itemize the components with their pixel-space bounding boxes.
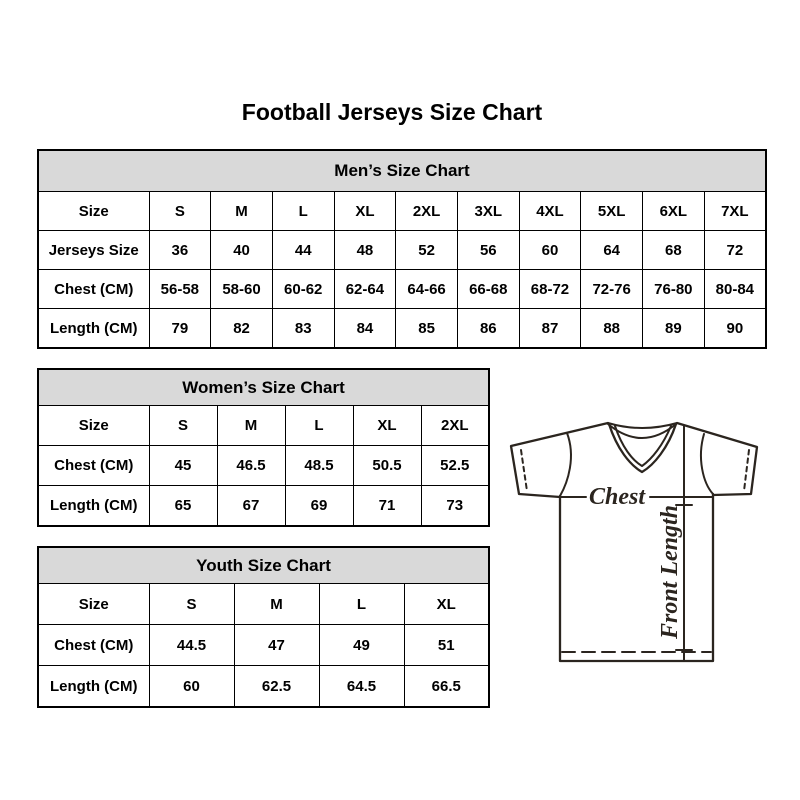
men-cell-r3-c8: 88 xyxy=(581,309,643,349)
men-cell-r1-c6: 56 xyxy=(457,231,519,270)
women-cell-r2-c1: 65 xyxy=(149,486,217,527)
men-cell-r3-c1: 79 xyxy=(149,309,211,349)
men-cell-r0-c3: L xyxy=(272,192,334,231)
men-row-2-label: Chest (CM) xyxy=(38,270,149,309)
men-cell-r0-c2: M xyxy=(211,192,273,231)
men-cell-r0-c1: S xyxy=(149,192,211,231)
youth-table-header-row xyxy=(38,547,489,584)
women-row-1-label: Chest (CM) xyxy=(38,446,149,486)
youth-row-0-label: Size xyxy=(38,584,149,625)
men-cell-r2-c6: 66-68 xyxy=(457,270,519,309)
women-row-1 xyxy=(38,446,489,486)
women-cell-r0-c3: L xyxy=(285,406,353,446)
front-length-label: Front Length xyxy=(657,504,683,640)
women-chart-title: Women’s Size Chart xyxy=(38,369,489,406)
women-cell-r1-c4: 50.5 xyxy=(353,446,421,486)
men-cell-r2-c7: 68-72 xyxy=(519,270,581,309)
men-table-header-row xyxy=(38,150,766,192)
women-row-2-label: Length (CM) xyxy=(38,486,149,527)
men-cell-r1-c3: 44 xyxy=(272,231,334,270)
youth-chart-title: Youth Size Chart xyxy=(38,547,489,584)
youth-cell-r2-c2: 62.5 xyxy=(234,666,319,708)
men-cell-r3-c5: 85 xyxy=(396,309,458,349)
men-cell-r1-c1: 36 xyxy=(149,231,211,270)
body-outline xyxy=(560,494,713,661)
youth-cell-r1-c3: 49 xyxy=(319,625,404,666)
youth-row-2-label: Length (CM) xyxy=(38,666,149,708)
youth-cell-r1-c1: 44.5 xyxy=(149,625,234,666)
right-armhole-seam xyxy=(701,434,713,494)
youth-row-0 xyxy=(38,584,489,625)
men-cell-r0-c9: 6XL xyxy=(643,192,705,231)
men-chart-title: Men’s Size Chart xyxy=(38,150,766,192)
women-cell-r1-c1: 45 xyxy=(149,446,217,486)
page-title: Football Jerseys Size Chart xyxy=(241,99,543,125)
right-cuff-dashed-line xyxy=(744,450,749,491)
men-cell-r2-c1: 56-58 xyxy=(149,270,211,309)
women-cell-r0-c1: S xyxy=(149,406,217,446)
men-cell-r0-c7: 4XL xyxy=(519,192,581,231)
men-row-3-label: Length (CM) xyxy=(38,309,149,349)
men-cell-r2-c5: 64-66 xyxy=(396,270,458,309)
youth-cell-r2-c4: 66.5 xyxy=(404,666,489,708)
youth-cell-r2-c1: 60 xyxy=(149,666,234,708)
men-cell-r1-c8: 64 xyxy=(581,231,643,270)
men-cell-r2-c9: 76-80 xyxy=(643,270,705,309)
chest-label: Chest xyxy=(588,484,646,510)
youth-row-1-label: Chest (CM) xyxy=(38,625,149,666)
men-cell-r1-c2: 40 xyxy=(211,231,273,270)
men-row-3 xyxy=(38,309,766,349)
women-cell-r2-c5: 73 xyxy=(421,486,489,527)
men-row-0-label: Size xyxy=(38,192,149,231)
men-cell-r1-c9: 68 xyxy=(643,231,705,270)
women-cell-r1-c5: 52.5 xyxy=(421,446,489,486)
youth-cell-r0-c1: S xyxy=(149,584,234,625)
youth-row-2 xyxy=(38,666,489,708)
mens-size-chart-table xyxy=(37,149,767,349)
men-cell-r3-c2: 82 xyxy=(211,309,273,349)
men-cell-r2-c8: 72-76 xyxy=(581,270,643,309)
women-row-2 xyxy=(38,486,489,527)
men-row-2 xyxy=(38,270,766,309)
youth-cell-r0-c4: XL xyxy=(404,584,489,625)
men-row-0 xyxy=(38,192,766,231)
men-cell-r0-c8: 5XL xyxy=(581,192,643,231)
youth-cell-r0-c3: L xyxy=(319,584,404,625)
men-cell-r0-c6: 3XL xyxy=(457,192,519,231)
men-cell-r1-c4: 48 xyxy=(334,231,396,270)
men-cell-r1-c10: 72 xyxy=(704,231,766,270)
men-cell-r1-c5: 52 xyxy=(396,231,458,270)
women-cell-r2-c3: 69 xyxy=(285,486,353,527)
youth-cell-r1-c4: 51 xyxy=(404,625,489,666)
women-cell-r0-c2: M xyxy=(217,406,285,446)
men-cell-r3-c7: 87 xyxy=(519,309,581,349)
women-row-0 xyxy=(38,406,489,446)
women-cell-r1-c3: 48.5 xyxy=(285,446,353,486)
men-cell-r1-c7: 60 xyxy=(519,231,581,270)
men-cell-r0-c5: 2XL xyxy=(396,192,458,231)
men-cell-r0-c4: XL xyxy=(334,192,396,231)
men-cell-r3-c4: 84 xyxy=(334,309,396,349)
men-row-1 xyxy=(38,231,766,270)
men-cell-r0-c10: 7XL xyxy=(704,192,766,231)
men-cell-r2-c4: 62-64 xyxy=(334,270,396,309)
women-table-header-row xyxy=(38,369,489,406)
youth-size-chart-table xyxy=(37,546,490,708)
left-cuff-dashed-line xyxy=(521,450,527,491)
women-cell-r2-c4: 71 xyxy=(353,486,421,527)
women-cell-r2-c2: 67 xyxy=(217,486,285,527)
men-cell-r3-c10: 90 xyxy=(704,309,766,349)
men-cell-r3-c9: 89 xyxy=(643,309,705,349)
womens-size-chart-table xyxy=(37,368,490,527)
youth-cell-r1-c2: 47 xyxy=(234,625,319,666)
youth-row-1 xyxy=(38,625,489,666)
men-cell-r2-c3: 60-62 xyxy=(272,270,334,309)
men-cell-r2-c2: 58-60 xyxy=(211,270,273,309)
youth-cell-r2-c3: 64.5 xyxy=(319,666,404,708)
left-armhole-seam xyxy=(560,433,571,496)
women-cell-r1-c2: 46.5 xyxy=(217,446,285,486)
collar-back-arc xyxy=(608,423,677,428)
youth-cell-r0-c2: M xyxy=(234,584,319,625)
jersey-measurement-diagram xyxy=(495,406,775,676)
men-row-1-label: Jerseys Size xyxy=(38,231,149,270)
women-row-0-label: Size xyxy=(38,406,149,446)
women-cell-r0-c5: 2XL xyxy=(421,406,489,446)
men-cell-r2-c10: 80-84 xyxy=(704,270,766,309)
men-cell-r3-c3: 83 xyxy=(272,309,334,349)
women-cell-r0-c4: XL xyxy=(353,406,421,446)
men-cell-r3-c6: 86 xyxy=(457,309,519,349)
